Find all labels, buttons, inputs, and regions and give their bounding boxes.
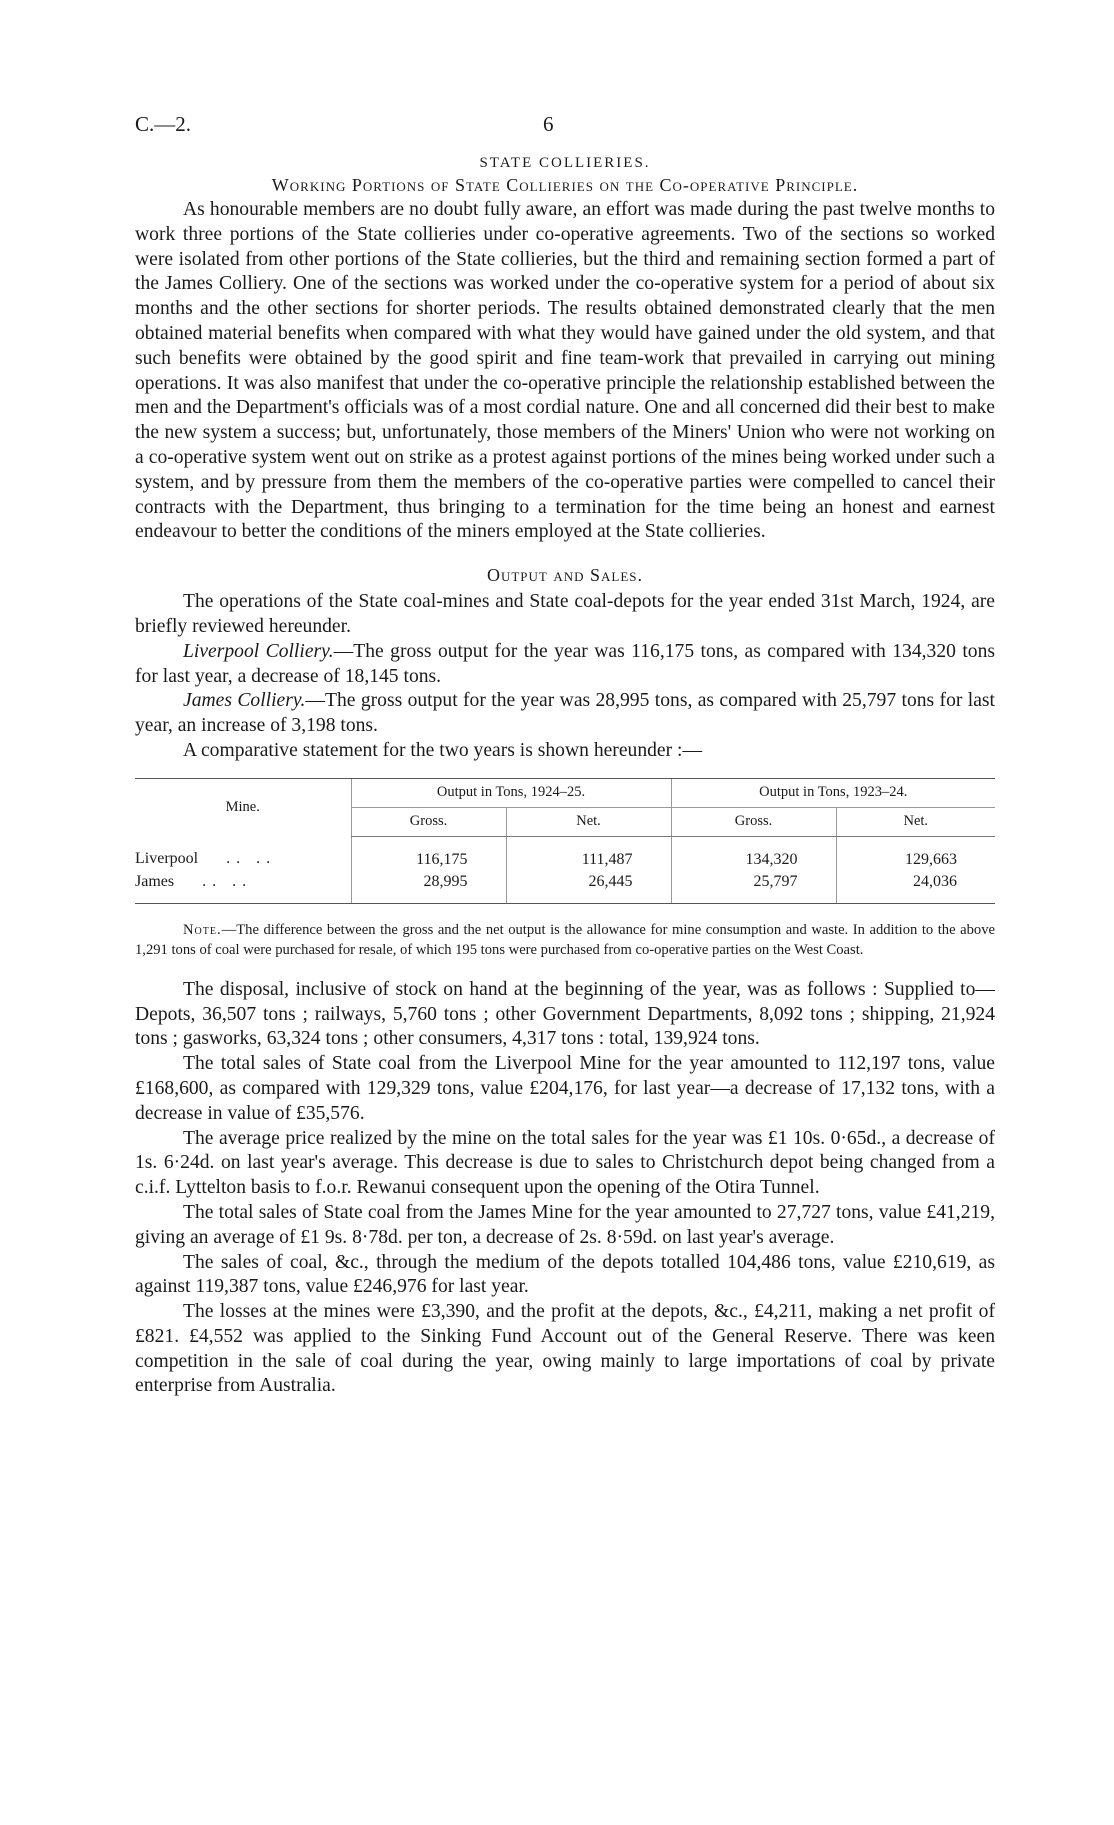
james-sales-paragraph: The total sales of State coal from the James Mine for the year amounted to 27,727 tons, value £41,219, giving an average of £1 9s. 8·78d. per ton, a decrease of 2s. 8·59d. on last year's average. xyxy=(135,1201,995,1248)
col-header-net-2324: Net. xyxy=(836,807,995,836)
row-mine-liverpool: Liverpool xyxy=(135,850,199,868)
average-price-paragraph: The average price realized by the mine on the total sales for the year was £1 10s. 0·65d., a decrease of 1s. 6·24d. on last year's average. This decrease is due to sales to Christchurch depot being changed from a c.i.f. Lyttelton basis to f.o.r. Rewanui consequent upon the opening of the Otira Tunnel. xyxy=(135,1127,995,1199)
liverpool-text: —The gross output for the year was 116,175 tons, as compared with 134,320 tons for last year, a decrease of 18,145 tons. xyxy=(135,640,996,687)
cell-net-2425: 111,487 xyxy=(506,836,671,871)
liverpool-paragraph xyxy=(135,640,995,690)
table-row xyxy=(135,871,995,904)
col-header-gross-2425: Gross. xyxy=(351,807,506,836)
liverpool-sales-paragraph: The total sales of State coal from the Liverpool Mine for the year amounted to 112,197 tons, value £168,600, as compared with 129,329 tons, value £204,176, for last year—a decrease of 17,132 tons, with a decrease in value of £35,576. xyxy=(135,1053,995,1124)
col-header-output-1924-25: Output in Tons, 1924–25. xyxy=(351,778,671,807)
disposal-paragraph: The disposal, inclusive of stock on hand at the beginning of the year, was as follows : Supplied to—Depots, 36,507 tons ; railways, 5,760 tons ; other Government Departments, 8,092 tons ; shipping, 21,924 tons ; gasworks, 63,324 tons ; other consumers, 4,317 tons : total, 139,924 tons. xyxy=(135,978,995,1050)
section-heading-output-sales: Output and Sales. xyxy=(486,565,644,586)
cell-gross-2324: 25,797 xyxy=(671,871,836,904)
james-paragraph xyxy=(135,689,995,739)
profit-loss-paragraph: The losses at the mines were £3,390, and the profit at the depots, &c., £4,211, making a net profit of £821. £4,552 was applied to the Sinking Fund Account out of the General Reserve. There was keen competition in the sale of coal during the year, owing mainly to large importations of coal by private enterprise from Australia. xyxy=(135,1301,995,1397)
page-header xyxy=(135,112,995,142)
james-text: —The gross output for the year was 28,995 tons, as compared with 25,797 tons for last year, an increase of 3,198 tons. xyxy=(135,690,995,737)
cell-gross-2324: 134,320 xyxy=(671,836,836,871)
page-title: STATE COLLIERIES. xyxy=(479,155,651,171)
col-header-gross-2324: Gross. xyxy=(671,807,836,836)
document-page xyxy=(135,112,995,1399)
cooperative-paragraph: As honourable members are no doubt fully aware, an effort was made during the past twelve months to work three portions of the State collieries under co-operative agreements. Two of the sections so worked were isolated from other portions of the State collieries, but the third and remaining section formed a part of the James Colliery. One of the sections was worked under the co-operative system for a period of about six months and the other sections for shorter periods. The results obtained demonstrated clearly that the men obtained material benefits when compared with what they would have gained under the old system, and that such benefits were obtained by the good spirit and fine team-work that prevailed in carrying out mining operations. It was also manifest that under the co-operative principle the relationship established between the men and the Department's officials was of a most cordial nature. One and all concerned did their best to make the new system a success; but, unfortunately, those members of the Miners' Union who were not working on a co-operative system went out on strike as a protest against portions of the mines being worked under such a system, and by pressure from them the members of the co-operative parties were compelled to cancel their contracts with the Department, thus bringing to a termination for the time being an honest and earnest endeavour to better the conditions of the miners employed at the State collieries. xyxy=(135,199,995,543)
leader-dots: .. .. xyxy=(202,872,253,890)
cell-net-2425: 26,445 xyxy=(506,871,671,904)
comparative-intro: A comparative statement for the two years is shown hereunder :— xyxy=(183,739,703,761)
cell-net-2324: 129,663 xyxy=(836,836,995,871)
output-table xyxy=(135,778,995,904)
note-label: Note. xyxy=(183,921,222,938)
note-text: —The difference between the gross and the net output is the allowance for mine consumption and waste. In addition to the above 1,291 tons of coal were purchased for resale, of which 195 tons were purchased from co-operative parties on the West Coast. xyxy=(135,921,995,958)
col-header-net-2425: Net. xyxy=(506,807,671,836)
operations-paragraph: The operations of the State coal-mines and State coal-depots for the year ended 31st March, 1924, are briefly reviewed hereunder. xyxy=(135,591,995,637)
col-header-mine: Mine. xyxy=(135,778,351,836)
cell-gross-2425: 28,995 xyxy=(351,871,506,904)
cell-net-2324: 24,036 xyxy=(836,871,995,904)
section-heading-cooperative: Working Portions of State Collieries on the Co-operative Principle. xyxy=(271,175,859,195)
table-note xyxy=(135,920,995,960)
leader-dots: .. .. xyxy=(226,850,277,868)
cell-gross-2425: 116,175 xyxy=(351,836,506,871)
document-reference: C.—2. xyxy=(135,112,192,136)
table-row xyxy=(135,836,995,871)
col-header-output-1923-24: Output in Tons, 1923–24. xyxy=(671,778,995,807)
liverpool-label: Liverpool Colliery. xyxy=(183,640,334,662)
depot-sales-paragraph: The sales of coal, &c., through the medium of the depots totalled 104,486 tons, value £210,619, as against 119,387 tons, value £246,976 for last year. xyxy=(135,1251,995,1298)
james-label: James Colliery. xyxy=(183,690,306,712)
page-number: 6 xyxy=(543,112,554,136)
row-mine-james: James xyxy=(135,872,175,890)
